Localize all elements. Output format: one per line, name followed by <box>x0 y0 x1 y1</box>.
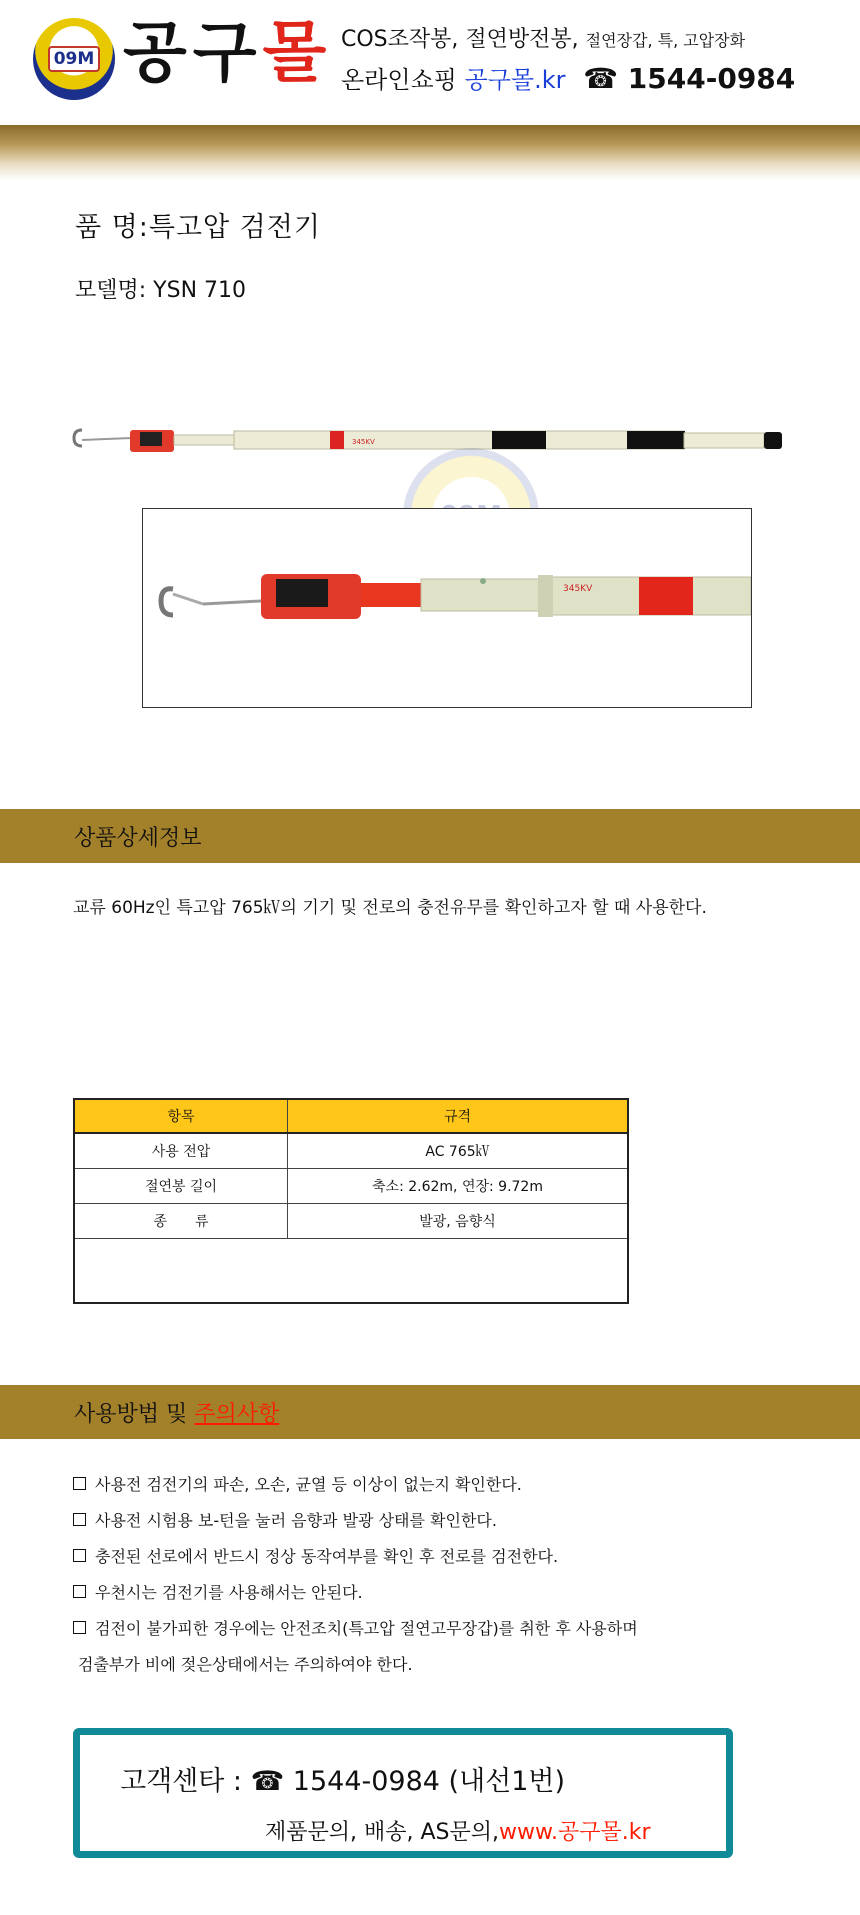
table-row <box>74 1204 628 1239</box>
detector-closeup-drawing <box>143 509 751 707</box>
checkbox-square-icon <box>73 1621 86 1634</box>
spec-table-header-row <box>74 1099 628 1133</box>
customer-center-box <box>73 1728 733 1858</box>
list-item <box>73 1503 773 1539</box>
spec-cell-label: 사용 전압 <box>74 1133 288 1169</box>
product-description: 교류 60Hz인 특고압 765㎸의 기기 및 전로의 충전유무를 확인하고자 할 때 사용한다. <box>73 898 707 918</box>
shop-prefix: 온라인쇼핑 <box>341 66 457 94</box>
checkbox-square-icon <box>73 1477 86 1490</box>
product-model: 모델명: YSN 710 <box>75 278 247 303</box>
brand-name-part2: 몰 <box>262 14 333 91</box>
site-header <box>0 0 860 125</box>
logo-badge[interactable] <box>33 18 115 100</box>
stick-voltage-label: 345KV <box>352 438 375 446</box>
spec-cell-value: 축소: 2.62m, 연장: 9.72m <box>288 1169 629 1204</box>
spec-cell-label: 절연봉 길이 <box>74 1169 288 1204</box>
tagline-main: COS조작봉, 절연방전봉, <box>341 27 579 52</box>
checkbox-square-icon <box>73 1549 86 1562</box>
product-image-closeup <box>142 508 752 708</box>
spec-header-spec: 규격 <box>288 1099 629 1133</box>
closeup-voltage-label: 345KV <box>563 584 593 594</box>
section-title-usage <box>74 1397 279 1428</box>
website-link[interactable]: www.공구몰.kr <box>499 1820 651 1845</box>
note-text: 우천시는 검전기를 사용해서는 안된다. <box>95 1583 363 1602</box>
customer-center-phone: 고객센타 : ☎ 1544-0984 (내선1번) <box>120 1766 566 1797</box>
spec-cell-value: 발광, 음향식 <box>288 1204 629 1239</box>
spec-cell-value: AC 765㎸ <box>288 1133 629 1169</box>
table-row-blank <box>74 1239 628 1304</box>
logo-badge-text: 09M <box>48 46 101 72</box>
note-text: 검전이 불가피한 경우에는 안전조치(특고압 절연고무장갑)를 취한 후 사용하며 <box>95 1619 638 1638</box>
customer-center-inquiry <box>265 1815 651 1846</box>
spec-table <box>73 1098 629 1304</box>
product-name: 품 명:특고압 검전기 <box>75 212 321 243</box>
section-bar-product-detail <box>0 809 860 863</box>
shop-url-link[interactable]: 공구몰.kr <box>464 66 566 94</box>
spec-cell-empty <box>74 1239 628 1304</box>
usage-notes-list <box>73 1467 773 1683</box>
inquiry-text: 제품문의, 배송, AS문의, <box>265 1820 499 1845</box>
section-bar-usage <box>0 1385 860 1439</box>
spec-cell-label: 종 류 <box>74 1204 288 1239</box>
brand-logo[interactable] <box>123 10 332 96</box>
table-row <box>74 1169 628 1204</box>
brand-name-part1: 공구 <box>123 14 263 91</box>
note-text: 사용전 시험용 보-턴을 눌러 음향과 발광 상태를 확인한다. <box>95 1511 497 1530</box>
checkbox-square-icon <box>73 1585 86 1598</box>
table-row <box>74 1133 628 1169</box>
list-item <box>73 1611 773 1647</box>
header-gold-band <box>0 125 860 180</box>
list-item <box>73 1539 773 1575</box>
tagline-small: 절연장갑, 특, 고압장화 <box>585 31 746 50</box>
spec-header-item: 항목 <box>74 1099 288 1133</box>
header-contact <box>341 60 795 95</box>
note-text: 충전된 선로에서 반드시 정상 동작여부를 확인 후 전로를 검전한다. <box>95 1547 559 1566</box>
header-tagline <box>341 22 745 53</box>
list-item <box>73 1575 773 1611</box>
section-title-product-detail: 상품상세정보 <box>74 826 202 851</box>
section-title-usage-caution: 주의사항 <box>194 1402 280 1427</box>
section-title-usage-plain: 사용방법 및 <box>74 1402 188 1427</box>
hook-shape <box>74 430 82 446</box>
checkbox-square-icon <box>73 1513 86 1526</box>
list-item-continuation: 검출부가 비에 젖은상태에서는 주의하여야 한다. <box>78 1655 413 1674</box>
note-text: 사용전 검전기의 파손, 오손, 균열 등 이상이 없는지 확인한다. <box>95 1475 522 1494</box>
list-item <box>73 1467 773 1503</box>
header-phone: ☎ 1544-0984 <box>583 62 796 95</box>
